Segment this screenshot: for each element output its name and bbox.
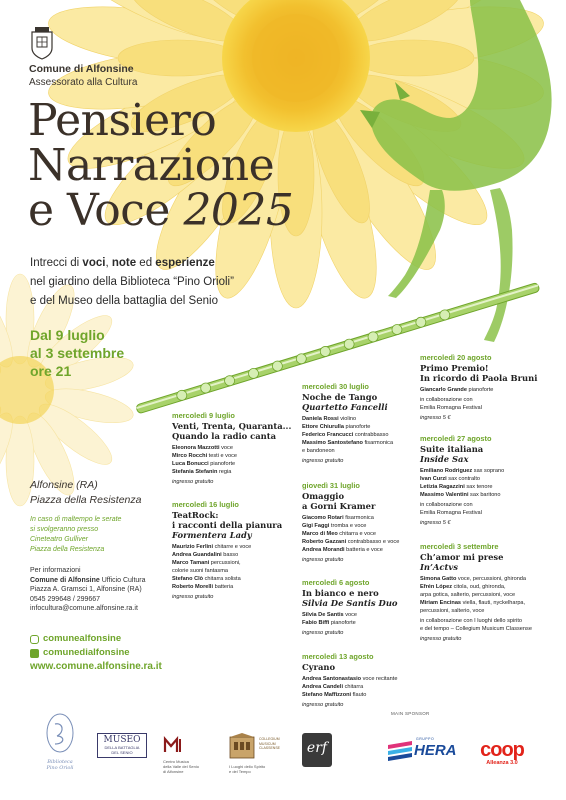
event-date: giovedì 31 luglio	[302, 481, 360, 490]
performer-role: tromba e voce	[329, 523, 367, 529]
hera-group-label: GRUPPO	[416, 737, 435, 741]
rain-note-l4: Piazza della Resistenza	[30, 546, 105, 553]
performer-name: Emiliano Rodriguez	[420, 468, 473, 474]
museo-name-3: DEL SENIO	[111, 750, 133, 755]
performer-role-cont: e bandoneon	[302, 448, 335, 454]
contact-info	[30, 566, 146, 614]
performer	[302, 530, 424, 538]
performer-role: flauto	[351, 692, 367, 698]
main-sponsor-label: MAIN SPONSOR	[391, 711, 430, 716]
event-31-luglio	[302, 481, 424, 564]
performer-role: chitarra e voce	[337, 531, 376, 537]
social-links	[30, 632, 162, 674]
collegium-l1: COLLEGIUM	[259, 737, 280, 741]
centro-name: Centro Musica	[163, 759, 189, 764]
performer-name: Andrea Candeli	[302, 684, 344, 690]
performer-role: chitarra solista	[203, 576, 241, 582]
rain-note-l3: Cineteatro Gulliver	[30, 536, 88, 543]
performer-role: contrabbasso e voce	[346, 539, 400, 545]
performer-role: sax soprano	[472, 468, 505, 474]
intro-text	[30, 254, 330, 311]
performer	[302, 522, 424, 530]
collegium-l2: MUSICUM	[259, 741, 276, 746]
event-entry: ingresso gratuito	[172, 594, 214, 600]
performer-name: Silvia De Santis	[302, 612, 344, 618]
title-year: 2025	[183, 185, 294, 236]
event-title: Ch’amor mi prese	[420, 552, 504, 562]
coop-name: coop	[480, 739, 524, 761]
event-subtitle: Quartetto Fancelli	[302, 402, 388, 412]
event-entry: ingresso gratuito	[420, 636, 462, 642]
intro-esperienze: esperienze	[155, 257, 215, 269]
event-subtitle: Formentera Lady	[172, 530, 252, 540]
event-entry: ingresso gratuito	[302, 630, 344, 636]
rain-note-l1: In caso di maltempo le serate	[30, 516, 122, 523]
info-address: Piazza A. Gramsci 1, Alfonsine (RA)	[30, 586, 142, 594]
info-label: Per informazioni	[30, 567, 81, 574]
performer-name: Letizia Ragazzini	[420, 484, 465, 490]
collab-line: in collaborazione con I luoghi dello spirito	[420, 618, 522, 624]
performer-name: Andrea Santonastasio	[302, 676, 362, 682]
performer-role: pianoforte	[466, 387, 494, 393]
museo-name-2: DELLA BATTAGLIA	[104, 745, 140, 750]
luoghi-spirito-logo	[229, 733, 299, 774]
event-performers	[420, 575, 550, 615]
intro-l1-a: Intrecci di	[30, 257, 83, 269]
performer	[420, 575, 550, 583]
performer-name: Roberto Morelli	[172, 584, 214, 590]
performer	[302, 691, 424, 699]
performer-role: sax contralto	[446, 476, 481, 482]
performer-role: voce, percussioni, ghironda	[456, 576, 527, 582]
performer	[172, 460, 294, 468]
event-title: Suite italiana	[420, 444, 484, 454]
performer-role: voce	[219, 445, 233, 451]
performer	[420, 386, 542, 394]
luoghi-name: I Luoghi dello Spirito	[229, 764, 266, 769]
collab-partner: Emilia Romagna Festival	[420, 510, 482, 516]
event-title: Venti, Trenta, Quaranta...	[172, 421, 292, 431]
event-performers	[302, 514, 424, 554]
title-line-1: Pensiero	[28, 95, 217, 146]
performer-name: Giancarlo Grande	[420, 387, 467, 393]
performer-role: citola, oud, ghironda,	[452, 584, 506, 590]
performer	[302, 431, 424, 439]
department-name: Assessorato alla Cultura	[29, 77, 138, 88]
event-title: Noche de Tango	[302, 392, 378, 402]
performer	[420, 599, 550, 607]
municipality-name: Comune di Alfonsine	[29, 63, 134, 75]
performer	[172, 559, 294, 567]
info-email[interactable]: infocultura@comune.alfonsine.ra.it	[30, 605, 138, 613]
event-collaboration	[420, 501, 542, 517]
performer-name: Maurizio Ferlini	[172, 544, 214, 550]
event-entry: ingresso gratuito	[302, 458, 344, 464]
event-title-2: a Gorni Kramer	[302, 501, 376, 511]
event-6-agosto	[302, 578, 424, 637]
performer-role: pianoforte	[208, 461, 236, 467]
event-collaboration	[420, 396, 542, 412]
church-facade-icon	[229, 733, 255, 759]
event-20-agosto	[420, 353, 542, 422]
performer	[420, 491, 542, 499]
intro-line-3: e del Museo della battaglia del Senio	[30, 295, 218, 307]
performer-name: Eleonora Mazzotti	[172, 445, 220, 451]
performer	[172, 543, 294, 551]
event-date: mercoledì 13 agosto	[302, 652, 374, 661]
luoghi-name-2: e del Tempo	[229, 769, 251, 774]
facebook-handle: comunedialfonsine	[43, 647, 130, 658]
event-collaboration	[420, 617, 550, 633]
erf-text: erf	[306, 740, 328, 756]
intro-l1-b: ,	[105, 257, 112, 269]
event-date: mercoledì 30 luglio	[302, 382, 369, 391]
performer-name: Fabio Biffi	[302, 620, 330, 626]
event-title: Omaggio	[302, 491, 345, 501]
event-13-agosto	[302, 652, 424, 709]
municipal-crest-icon	[29, 26, 55, 60]
event-entry: ingresso 5 €	[420, 520, 451, 526]
performer-role: percussioni,	[209, 560, 241, 566]
event-entry: ingresso gratuito	[302, 702, 344, 708]
performer	[420, 583, 550, 591]
performer	[302, 611, 424, 619]
centro-name-3: di Alfonsine	[163, 769, 184, 774]
biblioteca-name: Biblioteca	[47, 759, 73, 765]
event-performers	[420, 467, 542, 499]
performer	[302, 546, 424, 554]
collab-partner: Emilia Romagna Festival	[420, 405, 482, 411]
biblioteca-logo	[36, 712, 84, 771]
performer	[172, 444, 294, 452]
performer-role: voce recitante	[361, 676, 398, 682]
event-performers	[302, 611, 424, 627]
performer	[302, 423, 424, 431]
performer-role-cont: percussioni, salterio, voce	[420, 608, 485, 614]
performer-role-cont: colorie suoni fantasma	[172, 568, 228, 574]
event-3-settembre	[420, 542, 550, 643]
performer-name: Efrén López	[420, 584, 453, 590]
performer-name: Daniela Rossi	[302, 416, 339, 422]
festival-title	[28, 95, 294, 236]
performer	[302, 538, 424, 546]
performer	[302, 439, 424, 447]
intro-line-1	[30, 254, 330, 273]
event-title: Primo Premio!	[420, 363, 489, 373]
event-entry: ingresso 5 €	[420, 415, 451, 421]
performer-name: Marco Tamani	[172, 560, 210, 566]
performer-name: Andrea Guandalini	[172, 552, 222, 558]
facebook-link[interactable]	[30, 646, 162, 660]
title-line-3	[28, 185, 294, 236]
instagram-handle: comunealfonsine	[43, 633, 122, 644]
venue-city: Alfonsine (RA)	[30, 479, 98, 491]
rain-note-l2: si svolgeranno presso	[30, 526, 99, 533]
event-date: mercoledì 27 agosto	[420, 434, 492, 443]
facebook-icon	[30, 649, 39, 658]
performer-role: pianoforte	[343, 424, 371, 430]
performer-role: fisarmonica	[343, 515, 374, 521]
collegium-l3: CLASSENSE	[259, 746, 281, 750]
intro-line-2: nel giardino della Biblioteca “Pino Orioli”	[30, 276, 234, 288]
event-performers	[172, 543, 294, 591]
event-date: mercoledì 16 luglio	[172, 500, 239, 509]
performer-role: batteria	[213, 584, 234, 590]
title-line-2: Narrazione	[28, 140, 275, 191]
event-9-luglio	[172, 411, 294, 486]
performer-name: Federico Francucci	[302, 432, 354, 438]
event-27-agosto	[420, 434, 542, 527]
title-line-3-prefix: e Voce	[28, 185, 170, 236]
performer-role-cont: arpa gotica, salterio, percussioni, voce	[420, 592, 516, 598]
event-performers	[420, 386, 542, 394]
collegium-text	[259, 737, 280, 751]
performer-role: voce	[343, 612, 358, 618]
performer-name: Stefania Stefanin	[172, 469, 218, 475]
performer-name: Luca Bonucci	[172, 461, 209, 467]
performer-name: Simona Gatto	[420, 576, 457, 582]
event-title-2: i racconti della pianura	[172, 520, 283, 530]
info-office	[30, 576, 146, 586]
event-subtitle: In’Actvs	[420, 562, 458, 572]
performer-role: fisarmonica	[362, 440, 394, 446]
performer-name: Stefano Maffizzoni	[302, 692, 352, 698]
event-30-luglio	[302, 382, 424, 465]
centro-musica-logo	[163, 736, 219, 774]
info-office-dept: Ufficio Cultura	[99, 576, 146, 584]
performer	[420, 483, 542, 491]
event-title: In bianco e nero	[302, 588, 379, 598]
erf-logo	[302, 733, 332, 767]
info-office-name: Comune di Alfonsine	[30, 576, 100, 584]
event-title-2: In ricordo di Paola Bruni	[420, 373, 538, 383]
performer-name: Ettore Chiurulla	[302, 424, 344, 430]
museo-name: MUSEO	[103, 735, 141, 745]
event-date: mercoledì 20 agosto	[420, 353, 492, 362]
event-16-luglio	[172, 500, 294, 601]
performer-role: viella, flauti, nyckelharpa,	[461, 600, 526, 606]
biblioteca-emblem-icon	[45, 712, 75, 754]
performer	[302, 675, 424, 683]
centro-name-2: della Valle del Senio	[163, 764, 199, 769]
event-performers	[302, 415, 424, 455]
performer	[420, 475, 542, 483]
coop-logo	[474, 740, 530, 767]
performer-name: Ivan Curzi	[420, 476, 447, 482]
dates-line-1: Dal 9 luglio	[30, 327, 105, 343]
performer-role: regia	[217, 469, 232, 475]
performer	[172, 551, 294, 559]
event-date: mercoledì 3 settembre	[420, 542, 499, 551]
instagram-link[interactable]	[30, 632, 162, 646]
performer	[420, 467, 542, 475]
hera-name: HERA	[414, 742, 457, 759]
performer-name: Andrea Morandi	[302, 547, 345, 553]
event-performers	[172, 444, 294, 476]
event-entry: ingresso gratuito	[302, 557, 344, 563]
intro-voci: voci	[82, 257, 106, 269]
event-date: mercoledì 6 agosto	[302, 578, 370, 587]
performer	[302, 415, 424, 423]
event-subtitle: Inside Sax	[420, 454, 469, 464]
performer	[172, 468, 294, 476]
performer-name: Miriam Encinas	[420, 600, 462, 606]
instagram-icon	[30, 635, 39, 644]
dates-line-3: ore 21	[30, 363, 72, 379]
event-performers	[302, 675, 424, 699]
performer	[172, 452, 294, 460]
performer-name: Roberto Gazzani	[302, 539, 347, 545]
performer	[302, 683, 424, 691]
performer-role: basso	[221, 552, 239, 558]
performer-name: Massimo Valentini	[420, 492, 469, 498]
performer-role: pianoforte	[329, 620, 356, 626]
performer	[302, 514, 424, 522]
performer-role: batteria e voce	[344, 547, 383, 553]
performer-name: Stefano Clò	[172, 576, 204, 582]
performer-role: testi e voce	[207, 453, 237, 459]
collab-line: in collaborazione con	[420, 502, 473, 508]
performer-name: Marco di Meo	[302, 531, 338, 537]
performer-role: chitarra	[343, 684, 364, 690]
performer	[302, 619, 424, 627]
collab-line: in collaborazione con	[420, 397, 473, 403]
venue-square: Piazza della Resistenza	[30, 494, 142, 506]
performer-role: violino	[338, 416, 357, 422]
performer-role: chitarre e voce	[213, 544, 252, 550]
centro-musica-icon	[163, 736, 183, 754]
performer	[172, 575, 294, 583]
rain-note	[30, 515, 121, 555]
intro-note: note	[111, 257, 137, 269]
museo-logo	[97, 733, 147, 758]
event-title-2: Quando la radio canta	[172, 431, 277, 441]
performer-role: contrabbasso	[353, 432, 389, 438]
event-title: TeatRock:	[172, 510, 219, 520]
coop-subtitle: Alleanza 3.0	[486, 760, 518, 766]
performer-name: Giacomo Rotari	[302, 515, 344, 521]
event-subtitle: Silvia De Santis Duo	[302, 598, 398, 608]
venue	[30, 478, 141, 508]
biblioteca-name-2: Pino Orioli	[46, 765, 74, 771]
performer-name: Mirco Rocchi	[172, 453, 208, 459]
intro-l1-c: ed	[136, 257, 156, 269]
event-title: Cyrano	[302, 662, 336, 672]
dates-line-2: al 3 settembre	[30, 345, 125, 361]
performer-name: Gigi Faggi	[302, 523, 330, 529]
hera-swoosh-icon	[388, 737, 414, 763]
website-link[interactable]: www.comune.alfonsine.ra.it	[30, 661, 162, 672]
event-date: mercoledì 9 luglio	[172, 411, 235, 420]
event-entry: ingresso gratuito	[172, 479, 214, 485]
performer-role: sax baritono	[468, 492, 501, 498]
collab-partner: e del tempo – Collegium Musicum Classense	[420, 626, 532, 632]
festival-dates	[30, 326, 124, 380]
performer-role: sax tenore	[464, 484, 493, 490]
performer	[172, 583, 294, 591]
performer-name: Massimo Santostefano	[302, 440, 363, 446]
info-phone: 0545 299648 / 299667	[30, 595, 101, 603]
